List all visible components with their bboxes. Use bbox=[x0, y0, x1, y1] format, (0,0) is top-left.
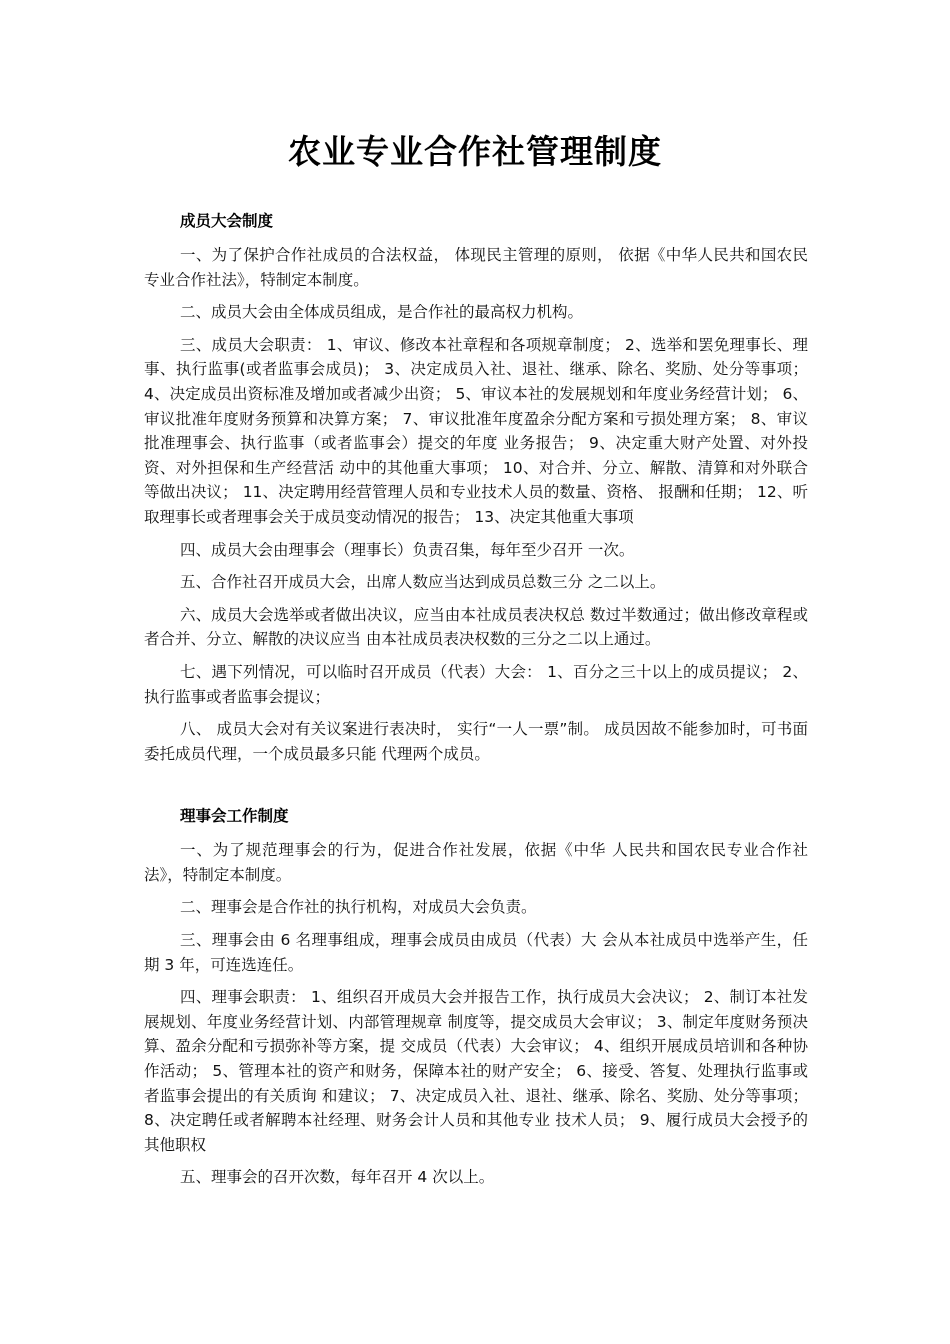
paragraph: 二、成员大会由全体成员组成，是合作社的最高权力机构。 bbox=[180, 303, 584, 322]
paragraph: 一、为了保护合作社成员的合法权益， 体现民主管理的原则， 依据《中华人民共和国农民专业合作社法》，特制定本制度。 bbox=[144, 246, 808, 289]
paragraph: 四、成员大会由理事会（理事长）负责召集，每年至少召开 一次。 bbox=[180, 540, 635, 559]
section-spacer bbox=[144, 774, 808, 804]
paragraph: 二、理事会是合作社的执行机构，对成员大会负责。 bbox=[180, 898, 537, 917]
section-members-assembly bbox=[144, 209, 808, 766]
section-board-work bbox=[144, 804, 808, 1190]
paragraph: 一、为了规范理事会的行为，促进合作社发展，依据《中华 人民共和国农民专业合作社法》，特制定本制度。 bbox=[144, 841, 808, 884]
paragraph: 四、理事会职责： 1、组织召开成员大会并报告工作，执行成员大会决议； 2、制订本社发展规划、年度业务经营计划、内部管理规章 制度等，提交成员大会审议； 3、制定年度财务预决算、盈余分配和亏损弥补等方案，提 交成员（代表）大会审议； 4、组织开展成员培训和各种协作活动； 5、管理本社的资产和财务，保障本社的财产安全； 6、接受、答复、处理执行监事或者监事会提出的有关质询 和建议； 7、决定成员入社、退社、继承、除名、奖励、处分等事项； 8、决定聘任或者解聘本社经理、财务会计人员和其他专业 技术人员； 9、履行成员大会授予的其他职权 bbox=[144, 988, 808, 1154]
paragraph: 七、遇下列情况，可以临时召开成员（代表）大会： 1、百分之三十以上的成员提议； 2、执行监事或者监事会提议； bbox=[144, 662, 808, 706]
paragraph: 五、理事会的召开次数，每年召开 4 次以上。 bbox=[180, 1168, 495, 1187]
paragraph: 八、 成员大会对有关议案进行表决时， 实行“一人一票”制。 成员因故不能参加时，可书面委托成员代理，一个成员最多只能 代理两个成员。 bbox=[144, 720, 808, 763]
paragraph: 六、成员大会选举或者做出决议，应当由本社成员表决权总 数过半数通过；做出修改章程或者合并、分立、解散的决议应当 由本社成员表决权数的三分之二以上通过。 bbox=[144, 605, 808, 649]
document-body bbox=[144, 209, 808, 1198]
paragraph: 五、合作社召开成员大会，出席人数应当达到成员总数三分 之二以上。 bbox=[180, 573, 666, 592]
paragraph: 三、成员大会职责： 1、审议、修改本社章程和各项规章制度； 2、选举和罢免理事长、理事、执行监事(或者监事会成员)； 3、决定成员入社、退社、继承、除名、奖励、处分等事项； 4、决定成员出资标准及增加或者减少出资； 5、审议本社的发展规划和年度业务经营计划； 6、审议批准年度财务预算和决算方案； 7、审议批准年度盈余分配方案和亏损处理方案； 8、审议批准理事会、执行监事（或者监事会）提交的年度 业务报告； 9、决定重大财产处置、对外投资、对外担保和生产经营活 动中的其他重大事项； 10、对合并、分立、解散、清算和对外联合等做出决议； 11、决定聘用经营管理人员和专业技术人员的数量、资格、 报酬和任期； 12、听取理事长或者理事会关于成员变动情况的报告； 13、决定其他重大事项 bbox=[144, 335, 808, 526]
paragraph: 三、理事会由 6 名理事组成，理事会成员由成员（代表）大 会从本社成员中选举产生，任期 3 年，可连选连任。 bbox=[144, 931, 808, 974]
document-title: 农业专业合作社管理制度 bbox=[288, 132, 662, 171]
section-heading: 成员大会制度 bbox=[180, 212, 274, 230]
section-heading: 理事会工作制度 bbox=[180, 807, 289, 826]
